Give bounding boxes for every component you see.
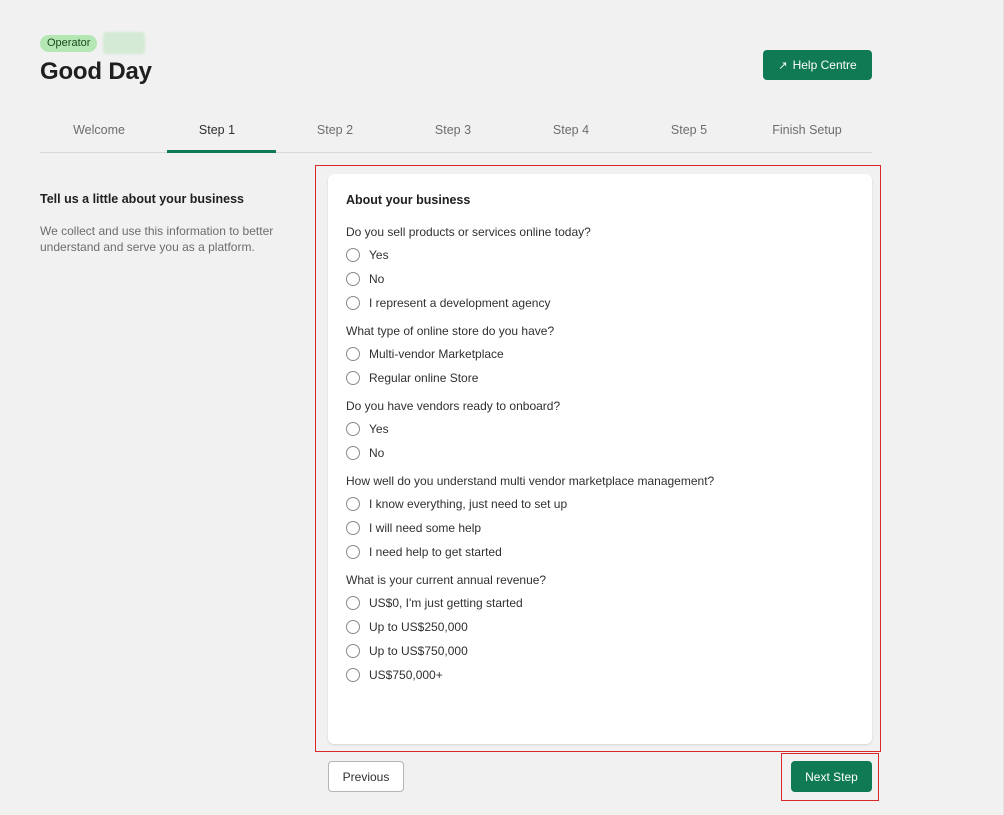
previous-button[interactable]: Previous	[328, 761, 404, 792]
radio-button[interactable]	[346, 296, 360, 310]
section-title: Tell us a little about your business	[40, 192, 244, 206]
radio-option[interactable]	[346, 271, 854, 287]
question-annual-revenue	[346, 573, 854, 683]
radio-option[interactable]	[346, 544, 854, 560]
tab-step-4[interactable]: Step 4	[552, 123, 590, 137]
option-label: Yes	[369, 422, 389, 436]
question-marketplace-knowledge	[346, 474, 854, 560]
option-label: I need help to get started	[369, 545, 502, 559]
radio-option[interactable]	[346, 247, 854, 263]
redacted-name	[103, 32, 145, 54]
radio-option[interactable]	[346, 643, 854, 659]
help-centre-button[interactable]	[763, 50, 872, 80]
tab-finish-setup[interactable]: Finish Setup	[772, 123, 842, 137]
option-label: Regular online Store	[369, 371, 479, 385]
radio-option[interactable]	[346, 619, 854, 635]
tab-step-3[interactable]: Step 3	[434, 123, 472, 137]
question-store-type	[346, 324, 854, 386]
option-label: US$750,000+	[369, 668, 443, 682]
radio-button[interactable]	[346, 272, 360, 286]
option-label: No	[369, 272, 385, 286]
option-label: No	[369, 446, 385, 460]
option-label: Up to US$750,000	[369, 644, 468, 658]
radio-button[interactable]	[346, 497, 360, 511]
tab-step-1[interactable]: Step 1	[158, 110, 276, 152]
option-label: I represent a development agency	[369, 296, 551, 310]
radio-option[interactable]	[346, 346, 854, 362]
radio-button[interactable]	[346, 248, 360, 262]
radio-option[interactable]	[346, 370, 854, 386]
question-sell-online	[346, 225, 854, 311]
section-description: We collect and use this information to better understand and serve you as a platform.	[40, 224, 274, 254]
radio-option[interactable]	[346, 667, 854, 683]
question-label: What type of online store do you have?	[346, 324, 555, 338]
help-centre-label: Help Centre	[792, 58, 857, 72]
option-label: Multi-vendor Marketplace	[369, 347, 504, 361]
tab-step-5[interactable]: Step 5	[670, 123, 708, 137]
section-intro	[40, 192, 300, 255]
radio-option[interactable]	[346, 445, 854, 461]
business-form-card	[328, 174, 872, 744]
radio-button[interactable]	[346, 521, 360, 535]
question-vendors-ready	[346, 399, 854, 461]
radio-button[interactable]	[346, 422, 360, 436]
radio-option[interactable]	[346, 496, 854, 512]
radio-button[interactable]	[346, 620, 360, 634]
radio-button[interactable]	[346, 347, 360, 361]
page-title: Good Day	[40, 58, 152, 85]
next-step-button[interactable]: Next Step	[791, 761, 872, 792]
page-header	[40, 32, 152, 86]
form-title: About your business	[346, 193, 471, 207]
question-label: How well do you understand multi vendor marketplace management?	[346, 474, 715, 488]
radio-option[interactable]	[346, 295, 854, 311]
option-label: I know everything, just need to set up	[369, 497, 568, 511]
radio-button[interactable]	[346, 596, 360, 610]
radio-option[interactable]	[346, 421, 854, 437]
question-label: Do you sell products or services online today?	[346, 225, 591, 239]
radio-button[interactable]	[346, 545, 360, 559]
tab-step-2[interactable]: Step 2	[316, 123, 354, 137]
question-label: Do you have vendors ready to onboard?	[346, 399, 561, 413]
radio-button[interactable]	[346, 644, 360, 658]
question-label: What is your current annual revenue?	[346, 573, 547, 587]
step-tabs	[40, 110, 872, 153]
option-label: I will need some help	[369, 521, 482, 535]
radio-button[interactable]	[346, 668, 360, 682]
option-label: Up to US$250,000	[369, 620, 468, 634]
option-label: US$0, I'm just getting started	[369, 596, 523, 610]
option-label: Yes	[369, 248, 389, 262]
radio-option[interactable]	[346, 595, 854, 611]
tab-welcome[interactable]: Welcome	[73, 123, 125, 137]
radio-option[interactable]	[346, 520, 854, 536]
role-badge: Operator	[40, 35, 97, 52]
radio-button[interactable]	[346, 371, 360, 385]
radio-button[interactable]	[346, 446, 360, 460]
external-link-icon: ↗	[778, 59, 788, 72]
